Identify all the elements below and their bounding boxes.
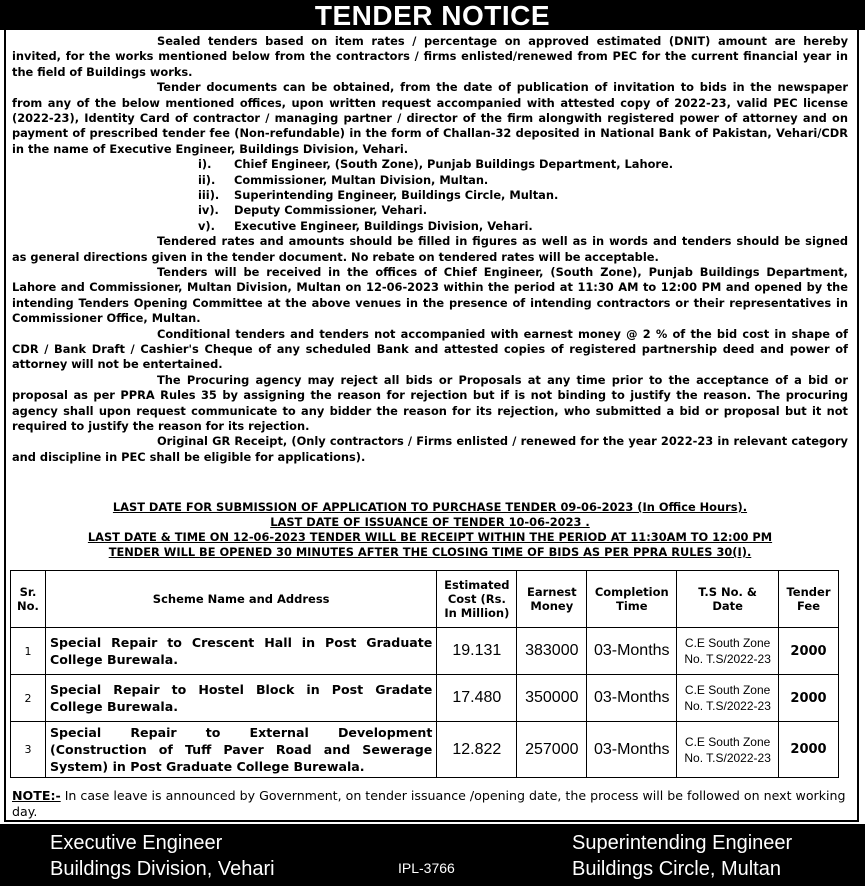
office-item: iii). Superintending Engineer, Buildings Circle, Multan. <box>198 188 559 203</box>
deadline-submission: LAST DATE FOR SUBMISSION OF APPLICATION TO PURCHASE TENDER 09-06-2023 (In Office Hours). <box>112 500 748 514</box>
cell-time: 03-Months <box>587 675 677 722</box>
cell-ts: C.E South Zone No. T.S/2022-23 <box>677 675 779 722</box>
cell-cost: 19.131 <box>437 628 517 675</box>
cell-money: 257000 <box>517 722 587 778</box>
note-text: In case leave is announced by Government, on tender issuance /opening date, the process will be followed on next working day. <box>12 788 846 819</box>
notice-body <box>12 34 848 465</box>
table-row <box>11 675 839 722</box>
cell-scheme: Special Repair to External Development (Construction of Tuff Paver Road and Sewerage System) in Post Graduate College Burewala. <box>45 722 436 778</box>
cell-sr: 2 <box>11 675 46 722</box>
cell-ts: C.E South Zone No. T.S/2022-23 <box>677 722 779 778</box>
cell-ts: C.E South Zone No. T.S/2022-23 <box>677 628 779 675</box>
paragraph-rejection: The Procuring agency may reject all bids or Proposals at any time prior to the acceptance of a bid or proposal as per PPRA Rules 35 by assigning the reason for rejection but if is not binding to justify the reason. The procuring agency shall upon request communicate to any bidder the reason for its rejection, who submitted a bid or proposal but it not required to justify the reason for its rejection. <box>12 372 848 434</box>
paragraph-conditional: Conditional tenders and tenders not accompanied with earnest money @ 2 % of the bid cost in shape of CDR / Bank Draft / Cashier's Cheque of any scheduled Bank and attested copies of registered partnership deed and power of attorney will not be entertained. <box>12 326 848 372</box>
cell-money: 350000 <box>517 675 587 722</box>
paragraph-invitation: Sealed tenders based on item rates / percentage on approved estimated (DNIT) amount are hereby invited, for the works mentioned below from the contractors / firms enlisted/renewed from PEC for the current financial year in the field of Buildings works. <box>12 34 848 79</box>
title-banner <box>0 0 865 30</box>
note-label: NOTE:- <box>12 788 61 803</box>
office-list <box>12 157 848 234</box>
table-row <box>11 628 839 675</box>
signature-superintending-engineer: Superintending Engineer Buildings Circle, Multan <box>572 832 793 880</box>
cell-scheme: Special Repair to Crescent Hall in Post Graduate College Burewala. <box>45 628 436 675</box>
cell-time: 03-Months <box>587 722 677 778</box>
table-header-row <box>11 571 839 628</box>
cell-scheme: Special Repair to Hostel Block in Post Gradate College Burewala. <box>45 675 436 722</box>
note-block <box>12 788 848 820</box>
paragraph-documents: Tender documents can be obtained, from the date of publication of invitation to bids in the newspaper from any of the below mentioned offices, upon written request accompanied with attested copy of 2022-23, valid PEC license (2022-23), Identity Card of contractor / managing partner / director of the firm alongwith registered power of attorney and on payment of prescribed tender fee (Non-refundable) in the form of Challan-32 deposited in National Bank of Pakistan, Vehari/CDR in the name of Executive Engineer, Buildings Division, Vehari. <box>12 80 848 156</box>
paragraph-gr-receipt: Original GR Receipt, (Only contractors / Firms enlisted / renewed for the year 2022-23 in relevant category and discipline in PEC shall be eligible for applications). <box>12 434 848 464</box>
cell-fee: 2000 <box>779 675 839 722</box>
deadline-receipt: LAST DATE & TIME ON 12-06-2023 TENDER WILL BE RECEIPT WITHIN THE PERIOD AT 11:30AM TO 12:00 PM <box>87 530 773 544</box>
header-sr: Sr. No. <box>11 571 46 628</box>
deadline-issuance: LAST DATE OF ISSUANCE OF TENDER 10-06-2023 . <box>270 515 590 529</box>
paragraph-receipt: Tenders will be received in the offices of Chief Engineer, (South Zone), Punjab Buildings Department, Lahore and Commissioner, Multan Division, Multan on 12-06-2023 within the period at 11:30 AM to 12:00 PM and opened by the intending Tenders Opening Committee at the above venues in the presence of intending contractors or their representatives in Commissioner Office, Multan. <box>12 265 848 326</box>
office-item: v). Executive Engineer, Buildings Division, Vehari. <box>198 218 533 233</box>
header-ts: T.S No. & Date <box>677 571 779 628</box>
cell-money: 383000 <box>517 628 587 675</box>
cell-sr: 3 <box>11 722 46 778</box>
cell-sr: 1 <box>11 628 46 675</box>
tender-table <box>10 570 839 778</box>
deadline-opening: TENDER WILL BE OPENED 30 MINUTES AFTER THE CLOSING TIME OF BIDS AS PER PPRA RULES 30(I). <box>108 545 752 559</box>
cell-fee: 2000 <box>779 628 839 675</box>
page-title: TENDER NOTICE <box>314 0 551 31</box>
header-scheme: Scheme Name and Address <box>45 571 436 628</box>
office-item: iv). Deputy Commissioner, Vehari. <box>198 203 428 218</box>
header-cost: Estimated Cost (Rs. In Million) <box>437 571 517 628</box>
signature-executive-engineer: Executive Engineer Buildings Division, Vehari <box>50 832 275 880</box>
header-money: Earnest Money <box>517 571 587 628</box>
cell-time: 03-Months <box>587 628 677 675</box>
cell-fee: 2000 <box>779 722 839 778</box>
ipl-number: IPL-3766 <box>398 860 455 876</box>
header-fee: Tender Fee <box>779 571 839 628</box>
signature-footer <box>0 824 865 886</box>
deadline-block <box>12 500 848 560</box>
cell-cost: 17.480 <box>437 675 517 722</box>
header-time: Completion Time <box>587 571 677 628</box>
paragraph-rates: Tendered rates and amounts should be filled in figures as well as in words and tenders should be signed as general directions given in the tender document. No rebate on tendered rates will be acceptable. <box>12 234 848 264</box>
office-item: ii). Commissioner, Multan Division, Multan. <box>198 172 489 187</box>
office-item: i). Chief Engineer, (South Zone), Punjab Buildings Department, Lahore. <box>198 157 674 172</box>
cell-cost: 12.822 <box>437 722 517 778</box>
table-row <box>11 722 839 778</box>
